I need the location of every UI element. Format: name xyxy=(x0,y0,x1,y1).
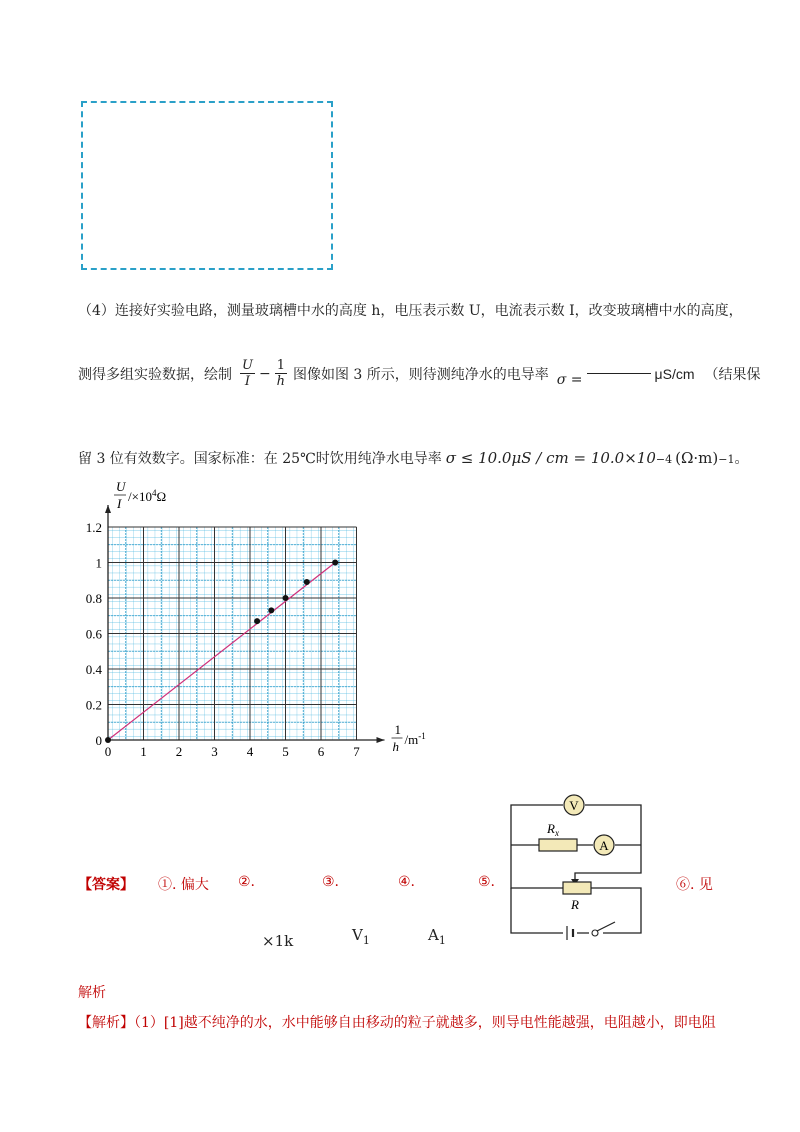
y-tick-label: 1.2 xyxy=(85,520,102,535)
r-label: R xyxy=(571,897,579,912)
answer-1: ①. 偏大 xyxy=(158,877,209,893)
x-axis-label-unit: $/m^{-1}$ xyxy=(404,731,426,747)
q4-line2-text-a: 测得多组实验数据，绘制 xyxy=(78,366,232,383)
voltmeter-label: V xyxy=(569,798,579,813)
x-tick-label: 3 xyxy=(211,744,218,759)
answer-2: ②. xyxy=(238,874,256,890)
rheostat-resistor xyxy=(563,882,591,894)
y-tick-label: 0 xyxy=(95,733,102,748)
frac-denominator-h: h xyxy=(276,374,286,389)
fraction-u-over-i xyxy=(240,358,255,389)
y-tick-label: 0.2 xyxy=(85,697,102,713)
x-tick-label: 2 xyxy=(175,744,183,759)
analysis-line1: 【解析】（1）[1]越不纯净的水，水中能够自由移动的粒子就越多，则导电性能越强，电阻越小，即电阻 xyxy=(78,1015,716,1031)
x-tick-label: 7 xyxy=(353,744,360,759)
exponent-minus4: −4 xyxy=(655,453,673,466)
y-tick-label: 1 xyxy=(95,555,102,571)
x-axis-arrow-icon xyxy=(377,737,385,743)
x-tick-label: 5 xyxy=(282,744,289,759)
q4-line2-text-c: （结果保 xyxy=(704,366,761,383)
x-tick-label: 0 xyxy=(104,744,112,759)
rx-label: $R_x$ xyxy=(547,821,559,838)
x-axis-label-num: 1 xyxy=(394,722,401,737)
data-point xyxy=(268,607,274,613)
frac-numerator-1: 1 xyxy=(276,358,285,373)
unit-us-cm: μS/cm xyxy=(654,365,695,382)
answer-blank-line[interactable] xyxy=(587,373,651,374)
data-point xyxy=(105,737,111,743)
y-axis-label-num: U xyxy=(116,479,126,494)
y-tick-label: 0.4 xyxy=(85,662,102,677)
q4-line2 xyxy=(78,358,761,389)
x-axis-label-den: h xyxy=(392,739,399,754)
q4-line3 xyxy=(78,448,748,468)
answer-3-subscript: 1 xyxy=(362,934,370,947)
sigma-equals: σ = xyxy=(556,371,583,388)
y-axis-label-den: I xyxy=(117,496,122,511)
fraction-one-over-h xyxy=(275,358,287,389)
x-tick-label: 1 xyxy=(140,744,147,759)
frac-denominator-i: I xyxy=(244,374,251,389)
q4-line3-text-a: 留 3 位有效数字。国家标准：在 25℃时饮用纯净水电导率 xyxy=(78,451,442,467)
y-axis-arrow-icon xyxy=(105,505,111,513)
circuit-diagram xyxy=(505,795,650,945)
data-point xyxy=(283,595,289,601)
answer-4-letter: A xyxy=(428,926,439,944)
answer-3: ③. xyxy=(322,874,340,890)
x-tick-label: 4 xyxy=(246,744,254,759)
answer-6: ⑥. 见 xyxy=(676,877,713,893)
standard-formula: σ ≤ 10.0μS / cm = 10.0×10 xyxy=(445,449,656,467)
q4-line1: （4）连接好实验电路，测量玻璃槽中水的高度 h，电压表示数 U，电流表示数 I，改变玻璃槽中水的高度， xyxy=(78,303,743,319)
y-axis-label-unit: $/\times 10^4\Omega$ xyxy=(128,488,167,504)
y-tick-label: 0.6 xyxy=(85,626,102,642)
answer-3-letter: V xyxy=(352,926,363,944)
minus-sign: − xyxy=(258,365,271,382)
answer-4-subscript: 1 xyxy=(438,934,446,947)
answer-4: ④. xyxy=(398,874,416,890)
ammeter-label: A xyxy=(599,838,609,853)
frac-numerator-u: U xyxy=(242,358,253,373)
answer-drawing-box xyxy=(81,101,333,270)
answer-4-value xyxy=(428,926,446,947)
u-over-i-chart xyxy=(70,479,430,768)
q4-line2-text-b: 图像如图 3 所示，则待测纯净水的电导率 xyxy=(292,366,549,383)
period: 。 xyxy=(734,451,749,467)
data-point xyxy=(304,579,310,585)
data-point xyxy=(332,560,338,566)
ohm-meter-unit: (Ω·m) xyxy=(675,449,719,467)
answer-2-value: ×1k xyxy=(262,932,294,950)
exponent-minus1: −1 xyxy=(718,453,735,466)
analysis-heading: 解析 xyxy=(78,985,106,1001)
x-tick-label: 6 xyxy=(317,744,325,759)
answer-label: 【答案】 xyxy=(78,877,134,893)
rx-resistor xyxy=(539,839,577,851)
switch-blade xyxy=(597,922,615,931)
data-point xyxy=(254,618,260,624)
y-tick-label: 0.8 xyxy=(85,591,102,606)
answer-5: ⑤. xyxy=(478,874,496,890)
answer-3-value xyxy=(352,926,370,947)
